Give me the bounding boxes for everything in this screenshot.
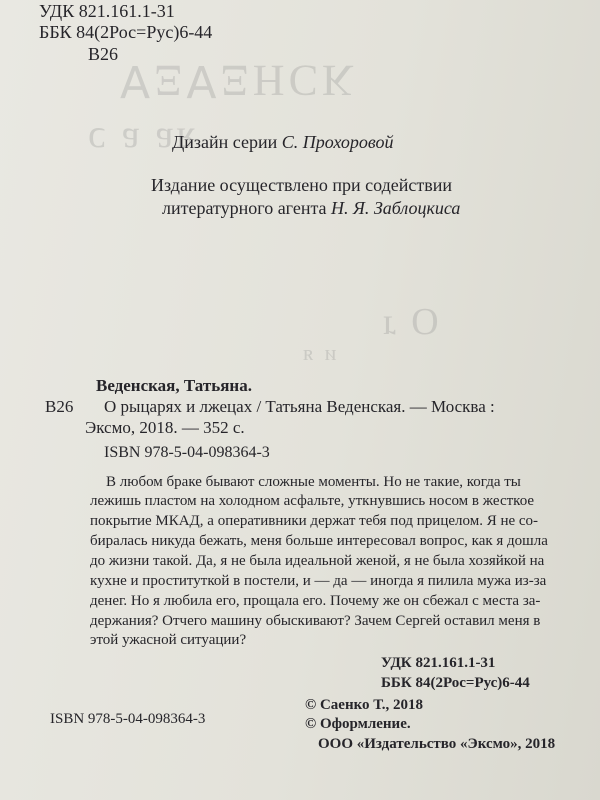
copyright-author: © Саенко Т., 2018 xyxy=(305,697,424,713)
catalog-author: Веденская, Татьяна. xyxy=(96,376,252,395)
annotation-line: биралась никуда бежать, меня больше интересовал вопрос, как я дошла xyxy=(90,533,548,549)
show-through-text: O ɹ xyxy=(380,301,439,343)
annotation-line: денег. Но я любила его, прощала его. Почему же он сбежал с места за- xyxy=(90,593,541,609)
annotation-line: лежишь пластом на холодном асфальте, уткнувшись носом в жесткое xyxy=(90,493,535,509)
catalog-code: В26 xyxy=(45,397,74,416)
bottom-bbk: ББК 84(2Рос=Рус)6-44 xyxy=(381,675,530,691)
edition-line-1: Издание осуществлено при содействии xyxy=(151,175,453,195)
top-udk: УДК 821.161.1-31 xyxy=(39,1,175,21)
catalog-title-1: О рыцарях и лжецах / Татьяна Веденская. — Москва : xyxy=(104,397,495,416)
annotation-line: до жизни такой. Да, я не была идеальной женой, я не была хозяйкой на xyxy=(90,553,545,569)
edition-line-2-prefix: литературного агента xyxy=(162,198,327,218)
annotation-line: В любом браке бывают сложные моменты. Но не такие, когда ты xyxy=(106,474,521,490)
catalog-isbn: ISBN 978-5-04-098364-3 xyxy=(104,444,270,461)
top-code: В26 xyxy=(88,44,119,64)
show-through-text: ᴚɐ ɐ ɔ xyxy=(85,111,195,156)
annotation-line: покрытие МКАД, а оперативники держат тебя под прицелом. Я не со- xyxy=(90,513,539,529)
top-bbk: ББК 84(2Рос=Рус)6-44 xyxy=(39,22,213,42)
copyright-publisher: ООО «Издательство «Эксмо», 2018 xyxy=(318,736,556,752)
agent-name: Н. Я. Заблоцкиса xyxy=(331,198,461,218)
design-name: С. Прохоровой xyxy=(281,132,394,152)
bottom-isbn: ISBN 978-5-04-098364-3 xyxy=(50,711,206,727)
copyright-design: © Оформление. xyxy=(305,716,411,732)
bottom-udk: УДК 821.161.1-31 xyxy=(381,655,496,671)
annotation-line: держания? Отчего машину обыскивают? Зачем Сергей оставил меня в xyxy=(90,613,541,629)
catalog-title-2: Эксмо, 2018. — 352 с. xyxy=(85,418,245,437)
show-through-text: ⱯΞⱯΞΗCΚ xyxy=(120,56,358,105)
edition-line-2 xyxy=(162,198,460,219)
show-through-text: ᴎ ᴙ xyxy=(300,340,337,365)
design-prefix: Дизайн серии xyxy=(172,132,278,152)
annotation-line: этой ужасной ситуации? xyxy=(90,632,247,648)
annotation-line: кухне и проституткой в постели, и — да — иногда я пилила мужа из-за xyxy=(90,573,547,589)
design-credit xyxy=(172,132,394,153)
